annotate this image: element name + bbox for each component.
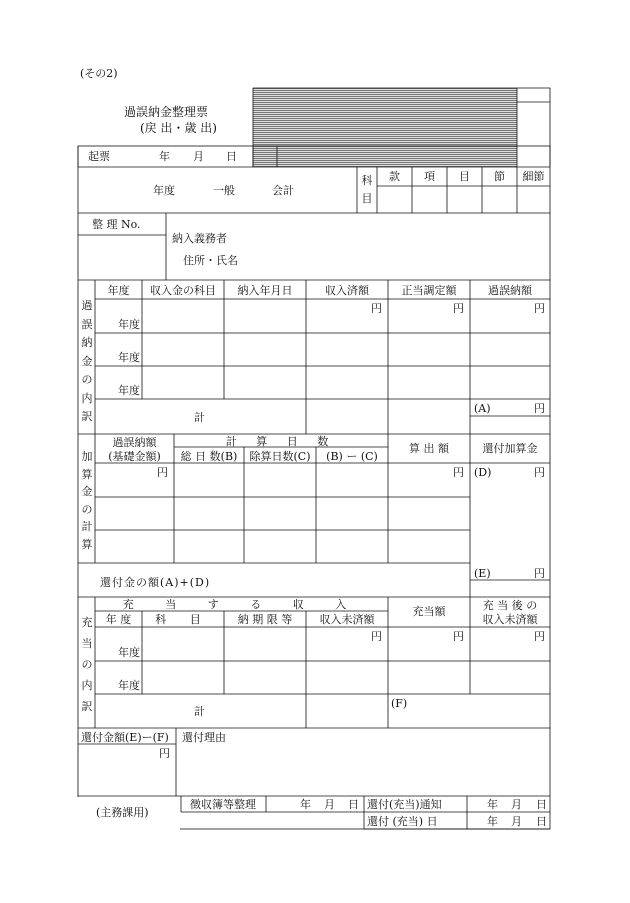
kou-header: 項 xyxy=(424,170,435,183)
notice-month: 月 xyxy=(511,798,522,811)
kasan-santei: 算 出 額 xyxy=(409,442,449,455)
payer-label: 納入義務者 xyxy=(172,232,227,245)
form-subtitle: (戻 出・歳 出) xyxy=(140,121,217,135)
bd-header-overpaid: 過誤納額 xyxy=(488,284,532,297)
page-label: (その2) xyxy=(80,67,118,80)
ledger-year: 年 xyxy=(300,798,311,811)
seiri-no-label: 整 理 No. xyxy=(92,218,141,231)
juto-yen-after: 円 xyxy=(534,630,545,643)
kasan-side-label: 加算金の計算 xyxy=(81,450,93,551)
refund-reason-label: 還付理由 xyxy=(182,731,226,744)
refund-amount-yen: 円 xyxy=(159,747,170,760)
notice-label: 還付(充当)通知 xyxy=(367,798,442,811)
account-nendo: 年度 xyxy=(153,184,175,197)
bd-yen-received: 円 xyxy=(371,302,382,315)
juto-after-line1: 充 当 後 の xyxy=(482,599,538,612)
breakdown-side-label: 過誤納金の内訳 xyxy=(81,299,93,423)
kasan-excluded-days: 除算日数(C) xyxy=(249,450,311,463)
kasan-d-yen: 円 xyxy=(534,466,545,479)
ledger-label: 徴収簿等整理 xyxy=(190,798,256,811)
kasan-kanpu-kasan: 還付加算金 xyxy=(482,442,538,455)
ledger-day: 日 xyxy=(348,798,359,811)
bd-yen-overpaid: 円 xyxy=(534,302,545,315)
section-label: (主務課用) xyxy=(96,806,149,819)
bd-yen-proper: 円 xyxy=(453,302,464,315)
kihyo-month: 月 xyxy=(193,150,204,163)
bd-total-label: 計 xyxy=(194,411,205,424)
stamp-area xyxy=(253,88,517,167)
juto-header-unpaid: 収入未済額 xyxy=(319,613,375,626)
juto-gaku-header: 充当額 xyxy=(412,605,446,618)
kasan-diff-days: (B) ー (C) xyxy=(326,450,378,463)
form-title: 過誤納金整理票 xyxy=(124,105,209,119)
kihyo-label: 起票 xyxy=(88,150,110,163)
bd-row3-year: 年度 xyxy=(118,384,140,397)
kasan-yen-base: 円 xyxy=(157,466,168,479)
refund-date-label: 還付 (充当) 日 xyxy=(367,815,438,828)
bd-a-label: (A) xyxy=(474,402,491,415)
juto-side-label: 充当の内訳 xyxy=(81,616,93,713)
bd-row2-year: 年度 xyxy=(118,351,140,364)
refund-date-day: 日 xyxy=(536,815,547,828)
ledger-month: 月 xyxy=(324,798,335,811)
kanpu-total-label: 還付金の額(A)+(D) xyxy=(100,576,211,589)
bd-header-date: 納入年月日 xyxy=(237,284,293,297)
bd-a-yen: 円 xyxy=(534,402,545,415)
setsu-header: 節 xyxy=(494,170,505,183)
kihyo-year: 年 xyxy=(159,150,170,163)
account-kaikei: 会計 xyxy=(272,184,294,197)
bd-row1-year: 年度 xyxy=(118,318,140,331)
kamoku-label: 科目 xyxy=(361,174,373,205)
juto-row2-year: 年度 xyxy=(118,679,140,692)
bd-header-received: 収入済額 xyxy=(325,284,369,297)
address-label: 住所・氏名 xyxy=(183,254,238,267)
juto-f-label: (F) xyxy=(391,697,408,710)
notice-year: 年 xyxy=(487,798,498,811)
kasan-col1-line2: (基礎金額) xyxy=(108,450,161,463)
moku-header: 目 xyxy=(459,170,470,183)
juto-header-item: 科 目 xyxy=(155,613,211,626)
kasan-yen-santei: 円 xyxy=(453,466,464,479)
kasan-d-label: (D) xyxy=(474,466,492,479)
kihyo-day: 日 xyxy=(226,150,237,163)
juto-total-label: 計 xyxy=(194,705,205,718)
juto-after-line2: 収入未済額 xyxy=(482,613,538,626)
kanpu-e-yen: 円 xyxy=(534,567,545,580)
juto-group-header: 充 当 す る 収 入 xyxy=(122,598,361,611)
bd-header-item: 収入金の科目 xyxy=(150,284,216,297)
kan-header: 款 xyxy=(389,170,400,183)
kanpu-e-label: (E) xyxy=(474,567,491,580)
juto-header-due: 納 期 限 等 xyxy=(237,613,293,626)
saisetsu-header: 細節 xyxy=(522,170,545,183)
refund-date-year: 年 xyxy=(487,815,498,828)
account-ippan: 一般 xyxy=(213,184,235,197)
juto-row1-year: 年度 xyxy=(118,646,140,659)
juto-header-year: 年 度 xyxy=(105,613,132,626)
juto-yen-unpaid: 円 xyxy=(371,630,382,643)
bd-header-proper: 正当調定額 xyxy=(401,284,457,297)
kasan-days-header: 計 算 日 数 xyxy=(225,435,337,448)
kasan-col1-line1: 過誤納額 xyxy=(112,436,157,449)
kasan-total-days: 総 日 数(B) xyxy=(180,450,238,463)
notice-day: 日 xyxy=(536,798,547,811)
bd-header-year: 年度 xyxy=(107,284,130,297)
refund-amount-label: 還付金額(E)ー(F) xyxy=(81,731,169,744)
juto-yen-gaku: 円 xyxy=(453,630,464,643)
refund-date-month: 月 xyxy=(511,815,522,828)
